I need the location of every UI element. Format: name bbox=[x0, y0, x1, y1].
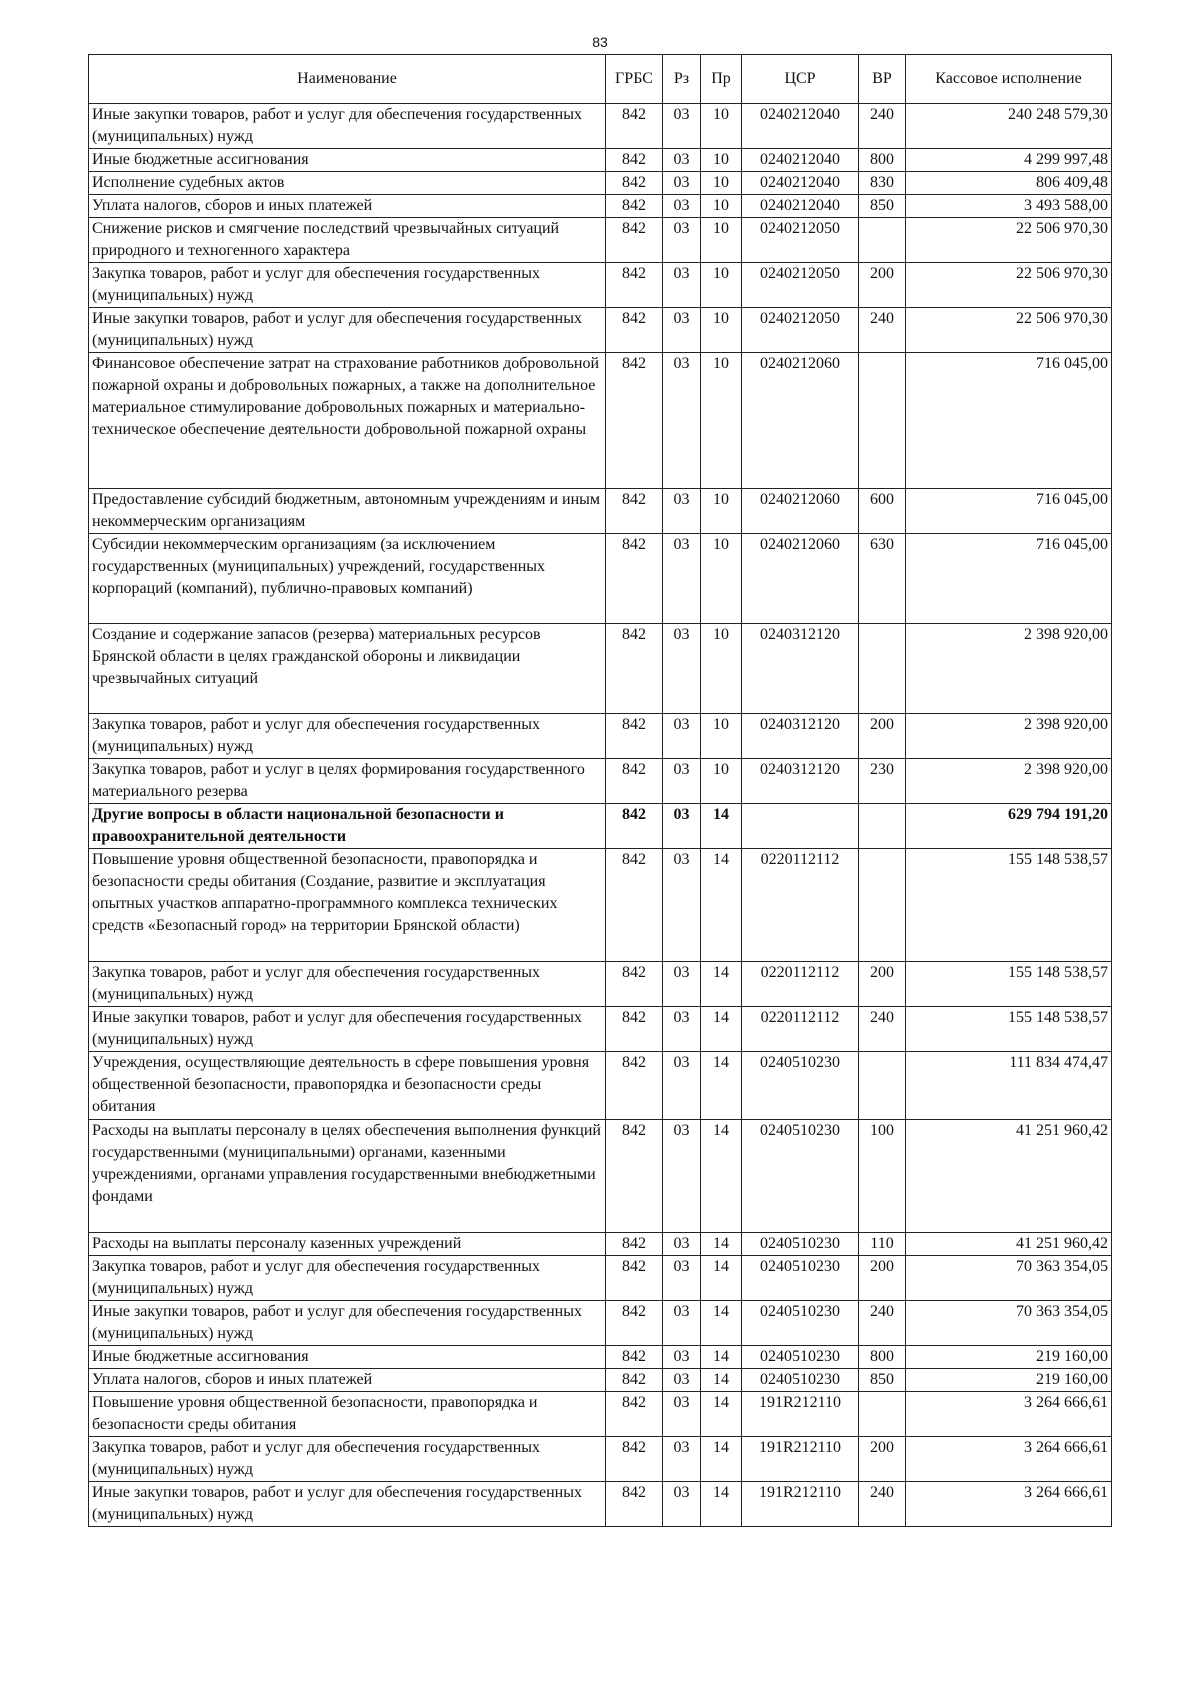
row-csr: 0240510230 bbox=[742, 1052, 859, 1120]
row-rz: 03 bbox=[663, 172, 701, 195]
row-csr: 0240212040 bbox=[742, 149, 859, 172]
row-amount: 22 506 970,30 bbox=[906, 263, 1112, 308]
row-grbs: 842 bbox=[606, 759, 663, 804]
row-name: Иные бюджетные ассигнования bbox=[89, 1346, 606, 1369]
header-csr: ЦСР bbox=[742, 55, 859, 104]
row-grbs: 842 bbox=[606, 489, 663, 534]
row-pr: 10 bbox=[701, 263, 742, 308]
table-row bbox=[89, 534, 1112, 624]
row-vr: 200 bbox=[859, 1437, 906, 1482]
row-name: Финансовое обеспечение затрат на страхование работников добровольной пожарной охраны и добровольных пожарных, а также на дополнительное материальное стимулирование добровольных пожарных и материально-техническое обеспечение деятельности добровольной пожарной охраны bbox=[89, 353, 606, 489]
row-grbs: 842 bbox=[606, 1120, 663, 1233]
table-row bbox=[89, 804, 1112, 849]
row-csr: 0220112112 bbox=[742, 849, 859, 962]
row-rz: 03 bbox=[663, 1482, 701, 1527]
table-body bbox=[89, 104, 1112, 1527]
row-vr: 100 bbox=[859, 1120, 906, 1233]
row-name: Иные бюджетные ассигнования bbox=[89, 149, 606, 172]
table-row bbox=[89, 172, 1112, 195]
header-name: Наименование bbox=[89, 55, 606, 104]
row-grbs: 842 bbox=[606, 962, 663, 1007]
row-amount: 240 248 579,30 bbox=[906, 104, 1112, 149]
row-grbs: 842 bbox=[606, 804, 663, 849]
row-pr: 14 bbox=[701, 1392, 742, 1437]
row-name: Закупка товаров, работ и услуг для обеспечения государственных (муниципальных) нужд bbox=[89, 1256, 606, 1301]
row-csr: 0240510230 bbox=[742, 1346, 859, 1369]
row-pr: 10 bbox=[701, 759, 742, 804]
row-vr: 830 bbox=[859, 172, 906, 195]
table-row bbox=[89, 308, 1112, 353]
row-amount: 22 506 970,30 bbox=[906, 308, 1112, 353]
row-amount: 70 363 354,05 bbox=[906, 1301, 1112, 1346]
row-rz: 03 bbox=[663, 353, 701, 489]
row-rz: 03 bbox=[663, 1346, 701, 1369]
row-name: Создание и содержание запасов (резерва) материальных ресурсов Брянской области в целях гражданской обороны и ликвидации чрезвычайных ситуаций bbox=[89, 624, 606, 714]
row-grbs: 842 bbox=[606, 1052, 663, 1120]
row-pr: 10 bbox=[701, 218, 742, 263]
table-row bbox=[89, 353, 1112, 489]
row-rz: 03 bbox=[663, 1256, 701, 1301]
row-grbs: 842 bbox=[606, 1346, 663, 1369]
row-vr bbox=[859, 1052, 906, 1120]
row-csr: 0240212060 bbox=[742, 489, 859, 534]
row-pr: 14 bbox=[701, 804, 742, 849]
row-amount: 70 363 354,05 bbox=[906, 1256, 1112, 1301]
table-row bbox=[89, 489, 1112, 534]
row-amount: 716 045,00 bbox=[906, 353, 1112, 489]
row-amount: 41 251 960,42 bbox=[906, 1120, 1112, 1233]
row-vr: 630 bbox=[859, 534, 906, 624]
row-vr bbox=[859, 624, 906, 714]
row-csr: 0240212040 bbox=[742, 172, 859, 195]
row-grbs: 842 bbox=[606, 534, 663, 624]
row-rz: 03 bbox=[663, 1369, 701, 1392]
row-pr: 14 bbox=[701, 1369, 742, 1392]
table-row bbox=[89, 1392, 1112, 1437]
row-pr: 14 bbox=[701, 1007, 742, 1052]
header-vr: ВР bbox=[859, 55, 906, 104]
row-pr: 14 bbox=[701, 849, 742, 962]
row-pr: 10 bbox=[701, 489, 742, 534]
row-pr: 14 bbox=[701, 1482, 742, 1527]
row-rz: 03 bbox=[663, 263, 701, 308]
row-pr: 14 bbox=[701, 962, 742, 1007]
row-amount: 629 794 191,20 bbox=[906, 804, 1112, 849]
row-vr bbox=[859, 804, 906, 849]
row-amount: 3 493 588,00 bbox=[906, 195, 1112, 218]
header-rz: Рз bbox=[663, 55, 701, 104]
row-grbs: 842 bbox=[606, 1233, 663, 1256]
row-rz: 03 bbox=[663, 1233, 701, 1256]
row-pr: 10 bbox=[701, 624, 742, 714]
row-pr: 10 bbox=[701, 172, 742, 195]
row-rz: 03 bbox=[663, 759, 701, 804]
row-amount: 155 148 538,57 bbox=[906, 1007, 1112, 1052]
row-name: Снижение рисков и смягчение последствий чрезвычайных ситуаций природного и техногенного характера bbox=[89, 218, 606, 263]
row-name: Закупка товаров, работ и услуг для обеспечения государственных (муниципальных) нужд bbox=[89, 962, 606, 1007]
row-amount: 22 506 970,30 bbox=[906, 218, 1112, 263]
row-amount: 3 264 666,61 bbox=[906, 1482, 1112, 1527]
table-row bbox=[89, 263, 1112, 308]
row-pr: 10 bbox=[701, 149, 742, 172]
row-name: Другие вопросы в области национальной безопасности и правоохранительной деятельности bbox=[89, 804, 606, 849]
row-pr: 14 bbox=[701, 1052, 742, 1120]
row-grbs: 842 bbox=[606, 714, 663, 759]
row-pr: 10 bbox=[701, 714, 742, 759]
row-name: Иные закупки товаров, работ и услуг для обеспечения государственных (муниципальных) нужд bbox=[89, 1301, 606, 1346]
row-name: Субсидии некоммерческим организациям (за исключением государственных (муниципальных) учреждений, государственных корпораций (компаний), публично-правовых компаний) bbox=[89, 534, 606, 624]
row-csr: 0240212040 bbox=[742, 195, 859, 218]
table-row bbox=[89, 149, 1112, 172]
row-csr: 0240510230 bbox=[742, 1120, 859, 1233]
row-name: Иные закупки товаров, работ и услуг для обеспечения государственных (муниципальных) нужд bbox=[89, 308, 606, 353]
row-name: Закупка товаров, работ и услуг для обеспечения государственных (муниципальных) нужд bbox=[89, 714, 606, 759]
row-rz: 03 bbox=[663, 1392, 701, 1437]
table-row bbox=[89, 1482, 1112, 1527]
row-name: Повышение уровня общественной безопасности, правопорядка и безопасности среды обитания bbox=[89, 1392, 606, 1437]
row-vr: 240 bbox=[859, 1482, 906, 1527]
row-pr: 10 bbox=[701, 534, 742, 624]
row-csr: 0240312120 bbox=[742, 759, 859, 804]
row-grbs: 842 bbox=[606, 1437, 663, 1482]
row-amount: 41 251 960,42 bbox=[906, 1233, 1112, 1256]
header-amount: Кассовое исполнение bbox=[906, 55, 1112, 104]
row-grbs: 842 bbox=[606, 1256, 663, 1301]
row-grbs: 842 bbox=[606, 172, 663, 195]
row-amount: 3 264 666,61 bbox=[906, 1437, 1112, 1482]
row-rz: 03 bbox=[663, 104, 701, 149]
row-vr: 240 bbox=[859, 104, 906, 149]
row-grbs: 842 bbox=[606, 149, 663, 172]
table-row bbox=[89, 1346, 1112, 1369]
row-vr: 240 bbox=[859, 1301, 906, 1346]
table-row bbox=[89, 759, 1112, 804]
row-csr: 191R212110 bbox=[742, 1437, 859, 1482]
row-rz: 03 bbox=[663, 308, 701, 353]
page-number: 83 bbox=[592, 34, 608, 50]
row-pr: 10 bbox=[701, 195, 742, 218]
row-vr: 240 bbox=[859, 308, 906, 353]
row-vr bbox=[859, 849, 906, 962]
table-row bbox=[89, 1437, 1112, 1482]
row-name: Расходы на выплаты персоналу в целях обеспечения выполнения функций государственными (муниципальными) органами, казенными учреждениями, органами управления государственными внебюджетными фондами bbox=[89, 1120, 606, 1233]
row-rz: 03 bbox=[663, 534, 701, 624]
table-row bbox=[89, 195, 1112, 218]
row-amount: 4 299 997,48 bbox=[906, 149, 1112, 172]
row-csr bbox=[742, 804, 859, 849]
row-vr: 200 bbox=[859, 962, 906, 1007]
row-name: Расходы на выплаты персоналу казенных учреждений bbox=[89, 1233, 606, 1256]
row-csr: 191R212110 bbox=[742, 1392, 859, 1437]
row-grbs: 842 bbox=[606, 1482, 663, 1527]
table-row bbox=[89, 962, 1112, 1007]
table-row bbox=[89, 714, 1112, 759]
row-name: Уплата налогов, сборов и иных платежей bbox=[89, 1369, 606, 1392]
row-csr: 0240510230 bbox=[742, 1233, 859, 1256]
table-row bbox=[89, 1233, 1112, 1256]
table-row bbox=[89, 849, 1112, 962]
row-amount: 2 398 920,00 bbox=[906, 759, 1112, 804]
row-grbs: 842 bbox=[606, 1301, 663, 1346]
table-row bbox=[89, 1052, 1112, 1120]
table-row bbox=[89, 1007, 1112, 1052]
row-rz: 03 bbox=[663, 714, 701, 759]
row-amount: 2 398 920,00 bbox=[906, 714, 1112, 759]
row-name: Иные закупки товаров, работ и услуг для обеспечения государственных (муниципальных) нужд bbox=[89, 1482, 606, 1527]
row-vr: 240 bbox=[859, 1007, 906, 1052]
row-grbs: 842 bbox=[606, 1007, 663, 1052]
row-csr: 0240312120 bbox=[742, 624, 859, 714]
row-vr: 110 bbox=[859, 1233, 906, 1256]
row-name: Исполнение судебных актов bbox=[89, 172, 606, 195]
row-amount: 219 160,00 bbox=[906, 1346, 1112, 1369]
row-rz: 03 bbox=[663, 804, 701, 849]
row-name: Учреждения, осуществляющие деятельность в сфере повышения уровня общественной безопасности, правопорядка и безопасности среды обитания bbox=[89, 1052, 606, 1120]
row-name: Закупка товаров, работ и услуг для обеспечения государственных (муниципальных) нужд bbox=[89, 263, 606, 308]
row-csr: 0240212060 bbox=[742, 534, 859, 624]
row-pr: 10 bbox=[701, 353, 742, 489]
row-amount: 111 834 474,47 bbox=[906, 1052, 1112, 1120]
row-grbs: 842 bbox=[606, 849, 663, 962]
row-vr: 850 bbox=[859, 1369, 906, 1392]
row-csr: 0240212060 bbox=[742, 353, 859, 489]
row-amount: 155 148 538,57 bbox=[906, 849, 1112, 962]
row-grbs: 842 bbox=[606, 308, 663, 353]
row-csr: 0240312120 bbox=[742, 714, 859, 759]
row-csr: 0240212040 bbox=[742, 104, 859, 149]
table-header-row bbox=[89, 55, 1112, 104]
row-rz: 03 bbox=[663, 195, 701, 218]
row-vr: 600 bbox=[859, 489, 906, 534]
row-name: Закупка товаров, работ и услуг для обеспечения государственных (муниципальных) нужд bbox=[89, 1437, 606, 1482]
row-amount: 2 398 920,00 bbox=[906, 624, 1112, 714]
row-pr: 10 bbox=[701, 308, 742, 353]
row-grbs: 842 bbox=[606, 353, 663, 489]
row-vr: 230 bbox=[859, 759, 906, 804]
row-pr: 14 bbox=[701, 1437, 742, 1482]
table-row bbox=[89, 1256, 1112, 1301]
table-row bbox=[89, 1369, 1112, 1392]
table-row bbox=[89, 1301, 1112, 1346]
row-pr: 10 bbox=[701, 104, 742, 149]
row-rz: 03 bbox=[663, 849, 701, 962]
row-csr: 0220112112 bbox=[742, 962, 859, 1007]
row-csr: 0220112112 bbox=[742, 1007, 859, 1052]
row-name: Закупка товаров, работ и услуг в целях формирования государственного материального резерва bbox=[89, 759, 606, 804]
row-grbs: 842 bbox=[606, 624, 663, 714]
row-pr: 14 bbox=[701, 1346, 742, 1369]
header-pr: Пр bbox=[701, 55, 742, 104]
row-csr: 0240212050 bbox=[742, 308, 859, 353]
row-vr: 850 bbox=[859, 195, 906, 218]
row-vr bbox=[859, 218, 906, 263]
row-grbs: 842 bbox=[606, 263, 663, 308]
row-vr: 200 bbox=[859, 263, 906, 308]
row-pr: 14 bbox=[701, 1233, 742, 1256]
row-rz: 03 bbox=[663, 624, 701, 714]
row-csr: 0240510230 bbox=[742, 1301, 859, 1346]
row-rz: 03 bbox=[663, 149, 701, 172]
row-amount: 219 160,00 bbox=[906, 1369, 1112, 1392]
row-vr: 800 bbox=[859, 149, 906, 172]
row-rz: 03 bbox=[663, 1052, 701, 1120]
header-grbs: ГРБС bbox=[606, 55, 663, 104]
budget-table bbox=[88, 54, 1112, 1527]
table-row bbox=[89, 218, 1112, 263]
row-rz: 03 bbox=[663, 1007, 701, 1052]
row-rz: 03 bbox=[663, 1437, 701, 1482]
table-row bbox=[89, 1120, 1112, 1233]
row-amount: 716 045,00 bbox=[906, 534, 1112, 624]
row-csr: 0240212050 bbox=[742, 263, 859, 308]
table-row bbox=[89, 104, 1112, 149]
row-amount: 3 264 666,61 bbox=[906, 1392, 1112, 1437]
table-row bbox=[89, 624, 1112, 714]
row-grbs: 842 bbox=[606, 1392, 663, 1437]
row-vr: 800 bbox=[859, 1346, 906, 1369]
row-vr: 200 bbox=[859, 1256, 906, 1301]
row-amount: 716 045,00 bbox=[906, 489, 1112, 534]
row-pr: 14 bbox=[701, 1120, 742, 1233]
row-rz: 03 bbox=[663, 962, 701, 1007]
row-name: Уплата налогов, сборов и иных платежей bbox=[89, 195, 606, 218]
row-name: Иные закупки товаров, работ и услуг для обеспечения государственных (муниципальных) нужд bbox=[89, 1007, 606, 1052]
row-pr: 14 bbox=[701, 1301, 742, 1346]
row-name: Предоставление субсидий бюджетным, автономным учреждениям и иным некоммерческим организациям bbox=[89, 489, 606, 534]
row-rz: 03 bbox=[663, 489, 701, 534]
row-grbs: 842 bbox=[606, 1369, 663, 1392]
row-grbs: 842 bbox=[606, 195, 663, 218]
row-amount: 155 148 538,57 bbox=[906, 962, 1112, 1007]
row-csr: 191R212110 bbox=[742, 1482, 859, 1527]
row-name: Иные закупки товаров, работ и услуг для обеспечения государственных (муниципальных) нужд bbox=[89, 104, 606, 149]
row-rz: 03 bbox=[663, 1120, 701, 1233]
row-amount: 806 409,48 bbox=[906, 172, 1112, 195]
row-name: Повышение уровня общественной безопасности, правопорядка и безопасности среды обитания (Создание, развитие и эксплуатация опытных участков аппаратно-программного комплекса технических средств «Безопасный город» на территории Брянской области) bbox=[89, 849, 606, 962]
row-csr: 0240212050 bbox=[742, 218, 859, 263]
row-csr: 0240510230 bbox=[742, 1256, 859, 1301]
row-grbs: 842 bbox=[606, 104, 663, 149]
row-csr: 0240510230 bbox=[742, 1369, 859, 1392]
row-rz: 03 bbox=[663, 218, 701, 263]
row-vr bbox=[859, 353, 906, 489]
row-grbs: 842 bbox=[606, 218, 663, 263]
row-vr: 200 bbox=[859, 714, 906, 759]
row-pr: 14 bbox=[701, 1256, 742, 1301]
row-vr bbox=[859, 1392, 906, 1437]
row-rz: 03 bbox=[663, 1301, 701, 1346]
